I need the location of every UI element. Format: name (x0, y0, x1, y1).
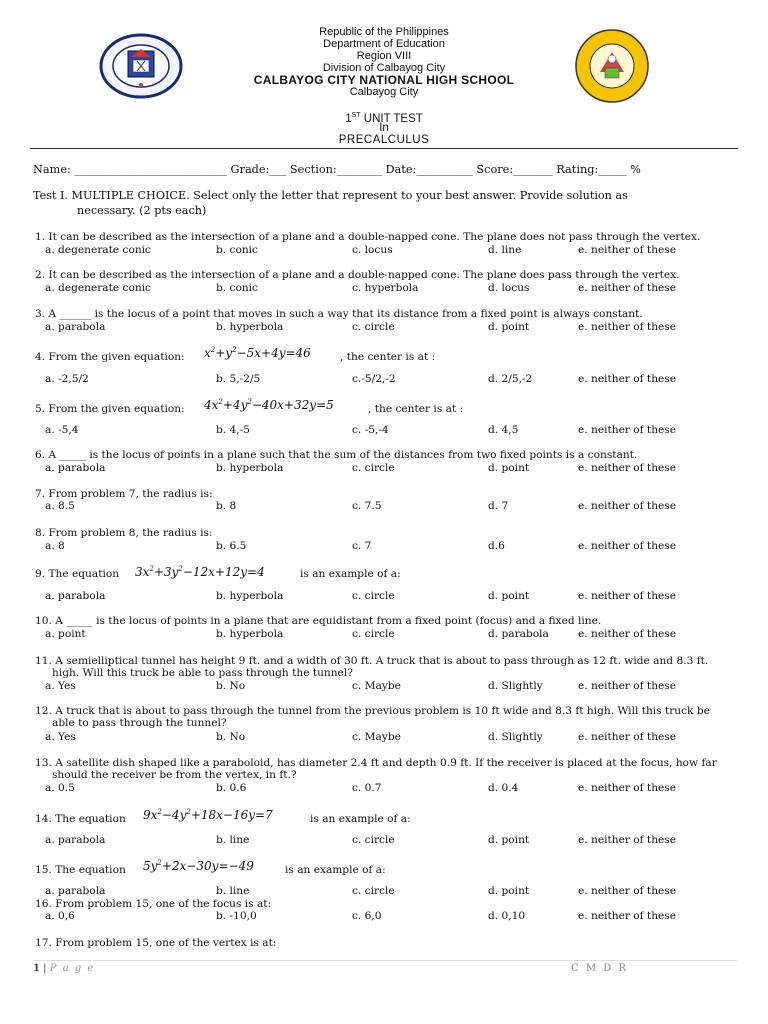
question-8-choice-d: d.6 (488, 540, 505, 552)
instructions-line-1: Test I. MULTIPLE CHOICE. Select only the letter that represent to your best answer. Provide solution as (33, 189, 628, 202)
question-2-choice-e: e. neither of these (578, 282, 676, 294)
question-4-text: 4. From the given equation: (35, 351, 185, 363)
question-4-choice-c: c.-5/2,-2 (352, 373, 396, 385)
question-5-choice-b: b. 4,-5 (216, 424, 250, 436)
question-2-text: 2. It can be described as the intersection of a plane and a double-napped cone. The plane does pass through the vertex. (35, 269, 680, 281)
question-10-choice-b: b. hyperbola (216, 628, 284, 640)
question-14-choice-c: c. circle (352, 834, 395, 846)
question-14-choice-b: b. line (216, 834, 250, 846)
footer-divider (33, 960, 737, 961)
question-3-text: 3. A ______ is the locus of a point that moves in such a way that its distance from a fixed point is always constant. (35, 308, 643, 320)
page-footer (33, 963, 95, 974)
question-13-choice-e: e. neither of these (578, 782, 676, 794)
question-2-choice-a: a. degenerate conic (45, 282, 151, 294)
question-16-choice-d: d. 0,10 (488, 910, 526, 922)
question-13-choice-b: b. 0.6 (216, 782, 247, 794)
question-9-choice-c: c. circle (352, 590, 395, 602)
question-7-text: 7. From problem 7, the radius is: (35, 488, 213, 500)
question-17-text: 17. From problem 15, one of the vertex is at: (35, 937, 277, 949)
question-11-text-cont: high. Will this truck be able to pass through the tunnel? (52, 667, 353, 679)
question-5-choice-c: c. -5,-4 (352, 424, 389, 436)
question-16-text: 16. From problem 15, one of the focus is at: (35, 898, 272, 910)
question-3-choice-d: d. point (488, 321, 530, 333)
question-9-text-after: is an example of a: (300, 568, 401, 580)
question-5-text: 5. From the given equation: (35, 403, 185, 415)
question-15-choice-e: e. neither of these (578, 885, 676, 897)
question-15-text-after: is an example of a: (285, 864, 386, 876)
student-info-fields: Name: ___________________________ Grade:___ Section:________ Date:__________ Score:_______ Rating:_____ % (33, 163, 641, 176)
question-14-text: 14. The equation (35, 813, 126, 825)
question-9-choice-d: d. point (488, 590, 530, 602)
question-12-choice-a: a. Yes (45, 731, 76, 743)
question-9-choice-b: b. hyperbola (216, 590, 284, 602)
question-4-choice-d: d. 2/5,-2 (488, 373, 533, 385)
question-13-choice-d: d. 0.4 (488, 782, 519, 794)
question-3-choice-c: c. circle (352, 321, 395, 333)
header-line-city: Calbayog City (349, 86, 419, 98)
question-8-choice-b: b. 6.5 (216, 540, 247, 552)
question-5-choice-d: d. 4,5 (488, 424, 519, 436)
question-2-choice-d: d. locus (488, 282, 530, 294)
question-10-text: 10. A _____ is the locus of points in a plane that are equidistant from a fixed point (focus) and a fixed line. (35, 615, 602, 627)
question-15-choice-a: a. parabola (45, 885, 106, 897)
question-16-choice-e: e. neither of these (578, 910, 676, 922)
test-title-num: 1 (345, 112, 352, 125)
question-8-text: 8. From problem 8, the radius is: (35, 527, 213, 539)
author-initials: C M D R (571, 963, 628, 974)
question-4-choice-e: e. neither of these (578, 373, 676, 385)
question-4-equation: $x^2+y^2-5x+4y=46$ (204, 346, 311, 360)
question-15-choice-c: c. circle (352, 885, 395, 897)
question-9-equation: $3x^2+3y^2-12x+12y=4$ (135, 565, 265, 579)
header-divider (30, 148, 738, 149)
question-9-choice-a: a. parabola (45, 590, 106, 602)
test-title-rest: UNIT TEST (360, 112, 423, 125)
question-16-choice-c: c. 6,0 (352, 910, 382, 922)
question-11-choice-b: b. No (216, 680, 246, 692)
question-12-text: 12. A truck that is about to pass through the tunnel from the previous problem is 10 ft wide and 8.3 ft high. Will this truck be (35, 705, 710, 717)
question-1-choice-c: c. locus (352, 244, 393, 256)
question-7-choice-b: b. 8 (216, 500, 237, 512)
question-12-choice-b: b. No (216, 731, 246, 743)
question-1-choice-e: e. neither of these (578, 244, 676, 256)
question-12-text-cont: able to pass through the tunnel? (52, 717, 227, 729)
question-5-choice-e: e. neither of these (578, 424, 676, 436)
question-9-text: 9. The equation (35, 568, 120, 580)
question-16-choice-b: b. -10,0 (216, 910, 257, 922)
question-10-choice-c: c. circle (352, 628, 395, 640)
question-14-choice-d: d. point (488, 834, 530, 846)
header-line-department: Department of Education (323, 38, 445, 50)
header-line-division: Division of Calbayog City (322, 62, 446, 74)
question-13-choice-c: c. 0.7 (352, 782, 382, 794)
question-14-text-after: is an example of a: (310, 813, 411, 825)
test-subject: PRECALCULUS (338, 134, 430, 146)
question-11-choice-e: e. neither of these (578, 680, 676, 692)
question-5-equation: $4x^2+4y^2-40x+32y=5$ (204, 398, 334, 412)
page-number: 1 (33, 963, 40, 974)
question-13-text-cont: should the receiver be from the vertex, in ft.? (52, 769, 297, 781)
header-line-republic: Republic of the Philippines (319, 26, 449, 38)
question-15-text: 15. The equation (35, 864, 126, 876)
question-15-choice-b: b. line (216, 885, 250, 897)
question-3-choice-b: b. hyperbola (216, 321, 284, 333)
question-5-text-after: , the center is at : (368, 403, 464, 415)
instructions-line-2: necessary. (2 pts each) (77, 204, 207, 217)
question-9-choice-e: e. neither of these (578, 590, 676, 602)
question-7-choice-c: c. 7.5 (352, 500, 382, 512)
question-13-choice-a: a. 0.5 (45, 782, 75, 794)
question-13-text: 13. A satellite dish shaped like a paraboloid, has diameter 2.4 ft and depth 0.9 ft. If the receiver is placed at the focus, how far (35, 757, 717, 769)
test-title-in: In (379, 122, 389, 134)
question-12-choice-e: e. neither of these (578, 731, 676, 743)
question-7-choice-e: e. neither of these (578, 500, 676, 512)
question-4-choice-b: b. 5,-2/5 (216, 373, 261, 385)
question-2-choice-c: c. hyperbola (352, 282, 419, 294)
question-12-choice-d: d. Slightly (488, 731, 543, 743)
question-4-choice-a: a. -2,5/2 (45, 373, 89, 385)
question-6-text: 6. A _____ is the locus of points in a plane such that the sum of the distances from two fixed points is a constant. (35, 449, 638, 461)
question-11-choice-c: c. Maybe (352, 680, 401, 692)
question-10-choice-e: e. neither of these (578, 628, 676, 640)
question-11-choice-a: a. Yes (45, 680, 76, 692)
question-1-choice-d: d. line (488, 244, 522, 256)
question-6-choice-e: e. neither of these (578, 462, 676, 474)
page-sep: | (39, 963, 50, 974)
question-5-choice-a: a. -5,4 (45, 424, 79, 436)
question-4-text-after: , the center is at : (340, 351, 436, 363)
question-11-choice-d: d. Slightly (488, 680, 543, 692)
question-2-choice-b: b. conic (216, 282, 258, 294)
question-1-choice-a: a. degenerate conic (45, 244, 151, 256)
page-label: P a g e (49, 963, 95, 974)
question-12-choice-c: c. Maybe (352, 731, 401, 743)
question-3-choice-a: a. parabola (45, 321, 106, 333)
question-16-choice-a: a. 0,6 (45, 910, 75, 922)
question-8-choice-e: e. neither of these (578, 540, 676, 552)
question-14-equation: $9x^2-4y^2+18x-16y=7$ (143, 808, 273, 822)
question-8-choice-a: a. 8 (45, 540, 65, 552)
question-8-choice-c: c. 7 (352, 540, 372, 552)
header-line-region: Region VIII (356, 50, 412, 62)
question-6-choice-c: c. circle (352, 462, 395, 474)
school-name-text: CALBAYOG CITY NATIONAL HIGH SCHOOL (253, 73, 515, 87)
question-6-choice-b: b. hyperbola (216, 462, 284, 474)
question-6-choice-a: a. parabola (45, 462, 106, 474)
question-7-choice-a: a. 8.5 (45, 500, 75, 512)
question-10-choice-a: a. point (45, 628, 86, 640)
test-title-sup: ST (351, 112, 361, 119)
question-3-choice-e: e. neither of these (578, 321, 676, 333)
question-11-text: 11. A semielliptical tunnel has height 9 ft. and a width of 30 ft. A truck that is about to pass through as 12 ft. wide and 8.3 ft. (35, 655, 709, 667)
question-15-choice-d: d. point (488, 885, 530, 897)
question-6-choice-d: d. point (488, 462, 530, 474)
question-10-choice-d: d. parabola (488, 628, 549, 640)
question-15-equation: $5y^2+2x-30y=-49$ (143, 859, 254, 873)
question-1-choice-b: b. conic (216, 244, 258, 256)
question-7-choice-d: d. 7 (488, 500, 509, 512)
question-14-choice-a: a. parabola (45, 834, 106, 846)
question-1-text: 1. It can be described as the intersection of a plane and a double-napped cone. The plane does not pass through the vertex. (35, 231, 701, 243)
question-14-choice-e: e. neither of these (578, 834, 676, 846)
